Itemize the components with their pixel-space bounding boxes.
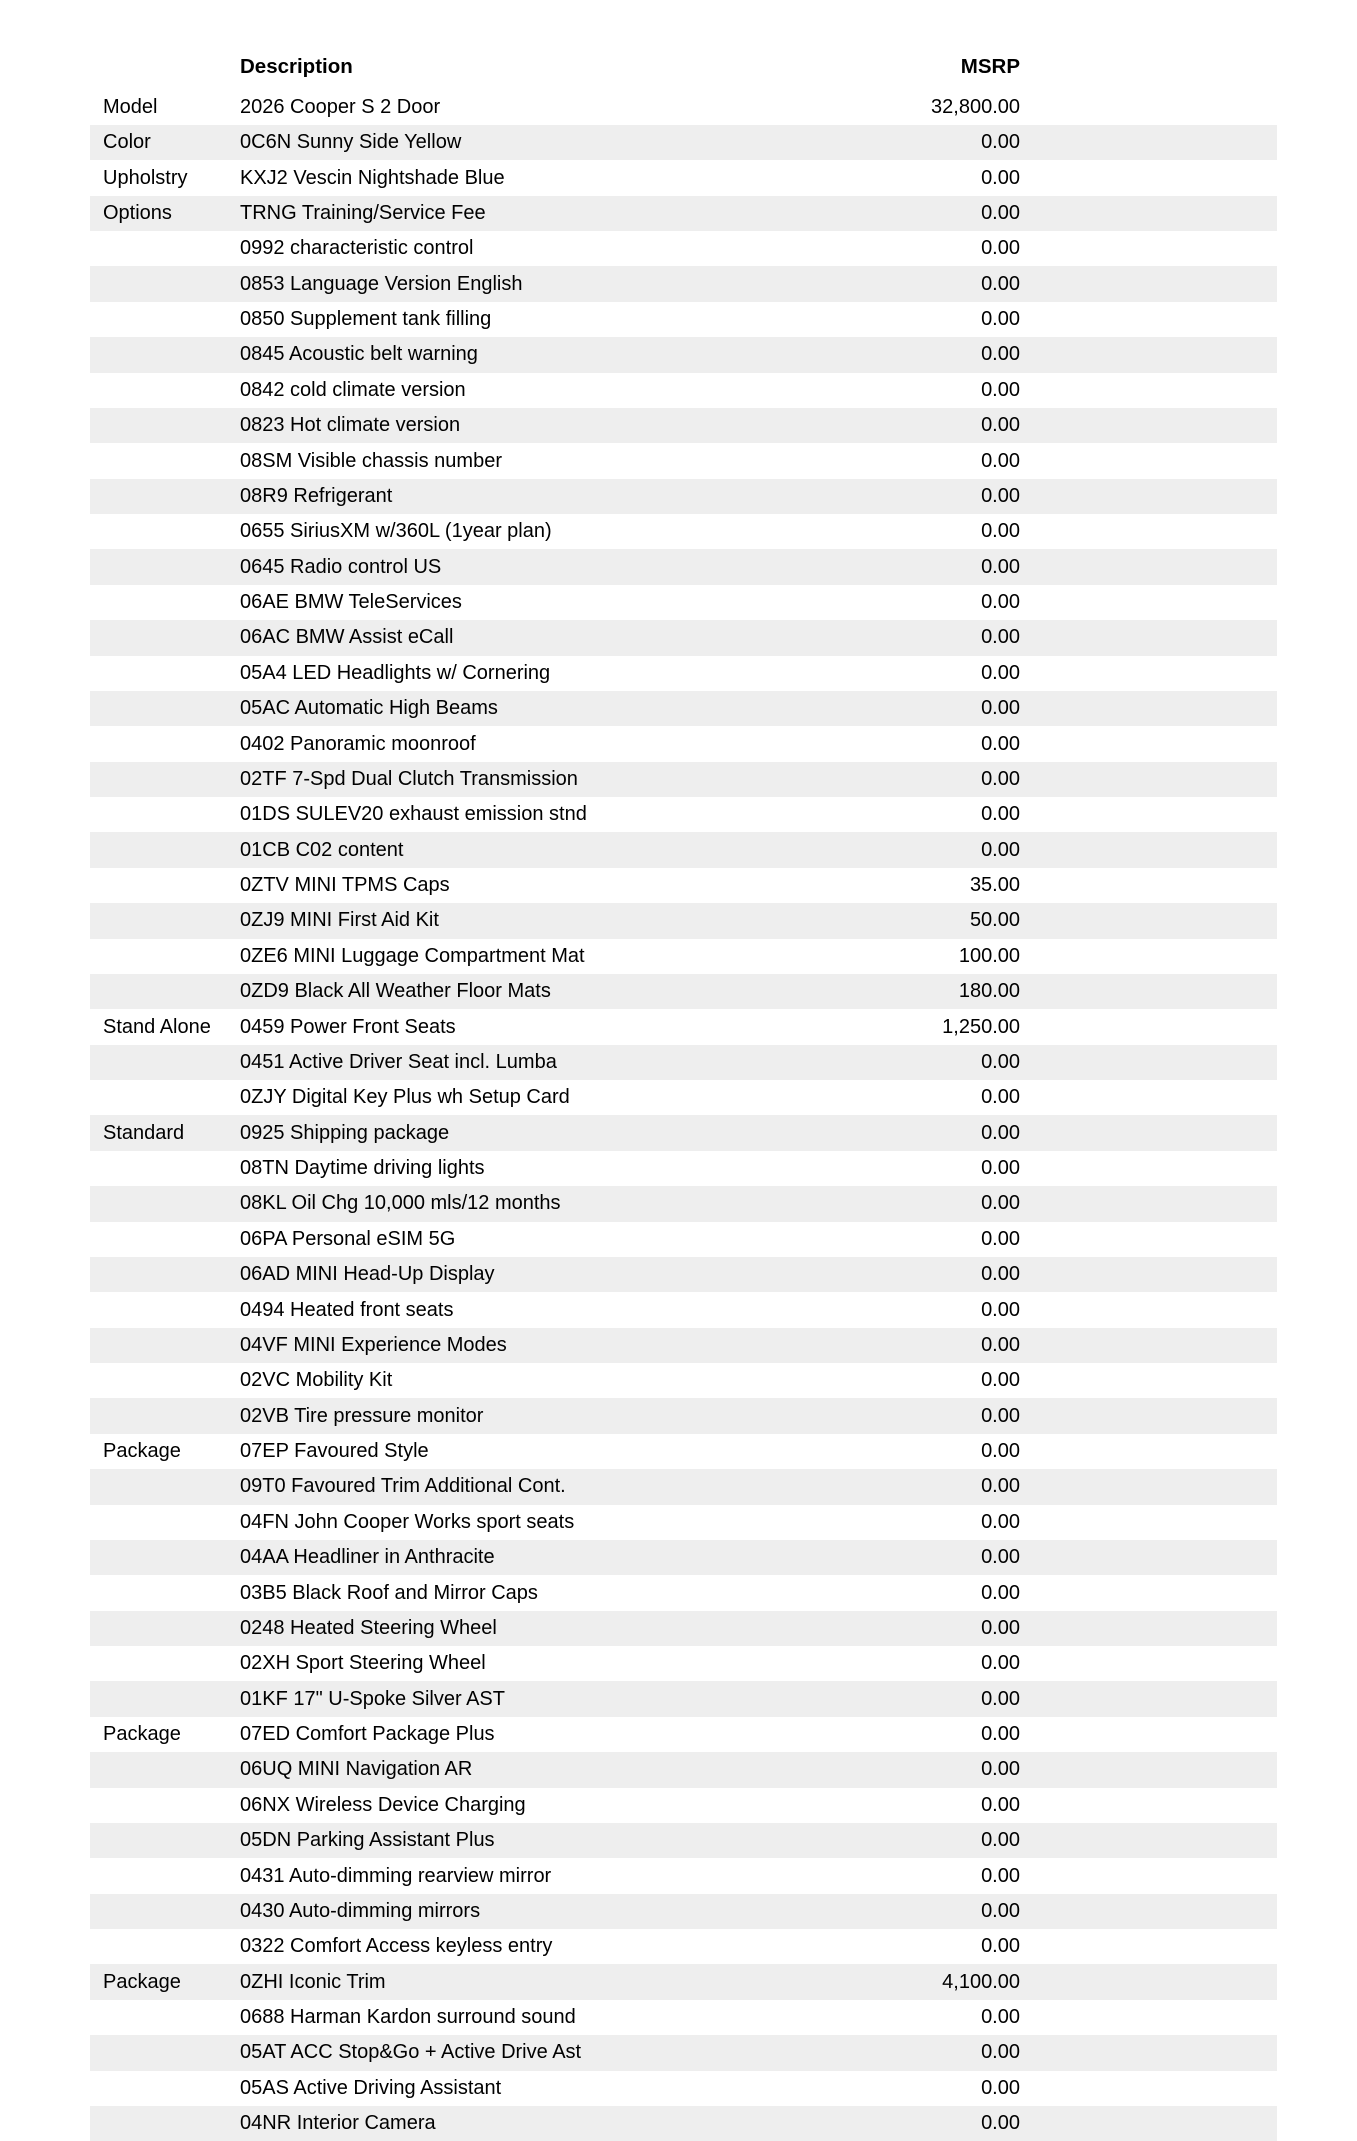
cell-group [90, 1363, 226, 1398]
cell-description: 05AS Active Driving Assistant [226, 2071, 894, 2106]
cell-msrp: 0.00 [894, 1929, 1024, 1964]
cell-msrp: 0.00 [894, 2071, 1024, 2106]
cell-msrp: 0.00 [894, 1186, 1024, 1221]
cell-spacer [1024, 1328, 1277, 1363]
cell-spacer [1024, 1823, 1277, 1858]
table-row [90, 1328, 1277, 1363]
cell-description: 0459 Power Front Seats [226, 1009, 894, 1044]
cell-spacer [1024, 2035, 1277, 2070]
cell-group [90, 443, 226, 478]
cell-spacer [1024, 1894, 1277, 1929]
table-row [90, 2106, 1277, 2141]
cell-group: Model [90, 90, 226, 125]
column-header-description: Description [240, 55, 353, 78]
cell-description: 08KL Oil Chg 10,000 mls/12 months [226, 1186, 894, 1221]
cell-msrp: 0.00 [894, 1328, 1024, 1363]
cell-spacer [1024, 1540, 1277, 1575]
cell-msrp: 0.00 [894, 726, 1024, 761]
table-row [90, 868, 1277, 903]
cell-msrp: 0.00 [894, 1611, 1024, 1646]
cell-spacer [1024, 373, 1277, 408]
cell-spacer [1024, 125, 1277, 160]
cell-description: 0ZJY Digital Key Plus wh Setup Card [226, 1080, 894, 1115]
cell-msrp: 0.00 [894, 2035, 1024, 2070]
cell-description: 06PA Personal eSIM 5G [226, 1222, 894, 1257]
cell-description: 02XH Sport Steering Wheel [226, 1646, 894, 1681]
cell-group [90, 1257, 226, 1292]
cell-group [90, 1292, 226, 1327]
cell-msrp: 0.00 [894, 1575, 1024, 1610]
table-row [90, 1505, 1277, 1540]
cell-description: 0248 Heated Steering Wheel [226, 1611, 894, 1646]
cell-msrp: 0.00 [894, 1080, 1024, 1115]
table-row [90, 231, 1277, 266]
cell-spacer [1024, 832, 1277, 867]
cell-group [90, 1858, 226, 1893]
cell-description: 06AE BMW TeleServices [226, 585, 894, 620]
cell-msrp: 0.00 [894, 125, 1024, 160]
cell-description: 0431 Auto-dimming rearview mirror [226, 1858, 894, 1893]
cell-spacer [1024, 1964, 1277, 1999]
cell-group [90, 337, 226, 372]
cell-spacer [1024, 1080, 1277, 1115]
cell-msrp: 0.00 [894, 231, 1024, 266]
cell-msrp: 0.00 [894, 479, 1024, 514]
cell-msrp: 0.00 [894, 408, 1024, 443]
table-row [90, 1964, 1277, 1999]
cell-group [90, 1823, 226, 1858]
cell-msrp: 0.00 [894, 2106, 1024, 2141]
table-row [90, 1222, 1277, 1257]
cell-description: 04NR Interior Camera [226, 2106, 894, 2141]
table-row [90, 1540, 1277, 1575]
table-row [90, 479, 1277, 514]
cell-spacer [1024, 868, 1277, 903]
cell-description: 0688 Harman Kardon surround sound [226, 2000, 894, 2035]
cell-spacer [1024, 974, 1277, 1009]
cell-group [90, 1080, 226, 1115]
column-header-msrp: MSRP [960, 55, 1020, 78]
table-row [90, 514, 1277, 549]
cell-group [90, 1575, 226, 1610]
cell-spacer [1024, 1646, 1277, 1681]
cell-description: 04FN John Cooper Works sport seats [226, 1505, 894, 1540]
cell-description: 0402 Panoramic moonroof [226, 726, 894, 761]
cell-description: 0992 characteristic control [226, 231, 894, 266]
cell-description: 0ZD9 Black All Weather Floor Mats [226, 974, 894, 1009]
cell-spacer [1024, 2106, 1277, 2141]
cell-msrp: 0.00 [894, 1398, 1024, 1433]
cell-description: 0430 Auto-dimming mirrors [226, 1894, 894, 1929]
cell-msrp: 0.00 [894, 832, 1024, 867]
cell-description: 02TF 7-Spd Dual Clutch Transmission [226, 762, 894, 797]
table-row [90, 1363, 1277, 1398]
cell-msrp: 0.00 [894, 1292, 1024, 1327]
cell-group [90, 1540, 226, 1575]
cell-spacer [1024, 1045, 1277, 1080]
cell-group [90, 1469, 226, 1504]
cell-spacer [1024, 1717, 1277, 1752]
cell-msrp: 0.00 [894, 302, 1024, 337]
cell-description: KXJ2 Vescin Nightshade Blue [226, 160, 894, 195]
cell-group [90, 1611, 226, 1646]
cell-msrp: 35.00 [894, 868, 1024, 903]
cell-spacer [1024, 443, 1277, 478]
table-row [90, 691, 1277, 726]
cell-spacer [1024, 2071, 1277, 2106]
cell-group [90, 868, 226, 903]
cell-spacer [1024, 514, 1277, 549]
cell-spacer [1024, 196, 1277, 231]
cell-description: 06AC BMW Assist eCall [226, 620, 894, 655]
cell-description: 0850 Supplement tank filling [226, 302, 894, 337]
table-row [90, 266, 1277, 301]
cell-spacer [1024, 266, 1277, 301]
cell-spacer [1024, 1363, 1277, 1398]
table-row [90, 2000, 1277, 2035]
cell-msrp: 0.00 [894, 1045, 1024, 1080]
cell-group [90, 373, 226, 408]
cell-group [90, 1398, 226, 1433]
cell-description: 0C6N Sunny Side Yellow [226, 125, 894, 160]
cell-spacer [1024, 2000, 1277, 2035]
cell-description: 08TN Daytime driving lights [226, 1151, 894, 1186]
column-header-group [90, 55, 226, 90]
cell-group [90, 762, 226, 797]
cell-spacer [1024, 1398, 1277, 1433]
cell-spacer [1024, 1257, 1277, 1292]
table-row [90, 1151, 1277, 1186]
cell-msrp: 0.00 [894, 514, 1024, 549]
cell-description: 0ZJ9 MINI First Aid Kit [226, 903, 894, 938]
cell-msrp: 0.00 [894, 1717, 1024, 1752]
table-row [90, 1398, 1277, 1433]
cell-description: 2026 Cooper S 2 Door [226, 90, 894, 125]
cell-spacer [1024, 1681, 1277, 1716]
cell-msrp: 0.00 [894, 1363, 1024, 1398]
table-row [90, 620, 1277, 655]
cell-group [90, 479, 226, 514]
cell-group [90, 1505, 226, 1540]
cell-description: 0925 Shipping package [226, 1115, 894, 1150]
cell-description: 05DN Parking Assistant Plus [226, 1823, 894, 1858]
cell-spacer [1024, 1858, 1277, 1893]
cell-msrp: 0.00 [894, 1222, 1024, 1257]
cell-spacer [1024, 1222, 1277, 1257]
cell-spacer [1024, 1434, 1277, 1469]
cell-description: 05AC Automatic High Beams [226, 691, 894, 726]
cell-group: Package [90, 1717, 226, 1752]
cell-spacer [1024, 1752, 1277, 1787]
cell-description: 0451 Active Driver Seat incl. Lumba [226, 1045, 894, 1080]
table-row [90, 1469, 1277, 1504]
cell-msrp: 0.00 [894, 1151, 1024, 1186]
cell-group [90, 1788, 226, 1823]
cell-group [90, 797, 226, 832]
cell-group [90, 1752, 226, 1787]
cell-msrp: 180.00 [894, 974, 1024, 1009]
cell-msrp: 0.00 [894, 1823, 1024, 1858]
cell-group [90, 585, 226, 620]
cell-spacer [1024, 656, 1277, 691]
table-row [90, 2071, 1277, 2106]
cell-description: 0655 SiriusXM w/360L (1year plan) [226, 514, 894, 549]
cell-description: 03B5 Black Roof and Mirror Caps [226, 1575, 894, 1610]
cell-spacer [1024, 1788, 1277, 1823]
cell-description: 04AA Headliner in Anthracite [226, 1540, 894, 1575]
table-row [90, 832, 1277, 867]
cell-description: 0845 Acoustic belt warning [226, 337, 894, 372]
cell-msrp: 0.00 [894, 797, 1024, 832]
cell-spacer [1024, 90, 1277, 125]
cell-group [90, 1045, 226, 1080]
table-row [90, 1115, 1277, 1150]
table-row [90, 1788, 1277, 1823]
cell-msrp: 0.00 [894, 1505, 1024, 1540]
cell-spacer [1024, 762, 1277, 797]
cell-group: Upholstry [90, 160, 226, 195]
cell-spacer [1024, 1929, 1277, 1964]
cell-description: 05AT ACC Stop&Go + Active Drive Ast [226, 2035, 894, 2070]
cell-group [90, 832, 226, 867]
table-row [90, 1752, 1277, 1787]
table-row [90, 549, 1277, 584]
cell-msrp: 0.00 [894, 2000, 1024, 2035]
cell-group [90, 1328, 226, 1363]
cell-group [90, 656, 226, 691]
cell-group [90, 1681, 226, 1716]
table-row [90, 1611, 1277, 1646]
cell-spacer [1024, 620, 1277, 655]
cell-description: 08SM Visible chassis number [226, 443, 894, 478]
cell-msrp: 0.00 [894, 1788, 1024, 1823]
cell-description: 06AD MINI Head-Up Display [226, 1257, 894, 1292]
cell-spacer [1024, 903, 1277, 938]
cell-spacer [1024, 302, 1277, 337]
cell-description: 09T0 Favoured Trim Additional Cont. [226, 1469, 894, 1504]
cell-description: TRNG Training/Service Fee [226, 196, 894, 231]
cell-spacer [1024, 337, 1277, 372]
cell-msrp: 0.00 [894, 1257, 1024, 1292]
table-row [90, 1823, 1277, 1858]
table-row [90, 160, 1277, 195]
cell-msrp: 0.00 [894, 196, 1024, 231]
cell-description: 0645 Radio control US [226, 549, 894, 584]
table-row [90, 656, 1277, 691]
cell-spacer [1024, 1009, 1277, 1044]
cell-group [90, 1222, 226, 1257]
cell-msrp: 0.00 [894, 1646, 1024, 1681]
cell-group [90, 514, 226, 549]
cell-group: Package [90, 1964, 226, 1999]
cell-spacer [1024, 549, 1277, 584]
table-row [90, 302, 1277, 337]
table-row [90, 408, 1277, 443]
vehicle-spec-table [90, 55, 1277, 2141]
cell-group [90, 2035, 226, 2070]
cell-msrp: 0.00 [894, 1681, 1024, 1716]
cell-msrp: 0.00 [894, 373, 1024, 408]
cell-msrp: 4,100.00 [894, 1964, 1024, 1999]
cell-description: 01CB C02 content [226, 832, 894, 867]
table-row [90, 443, 1277, 478]
table-row [90, 1080, 1277, 1115]
cell-group [90, 549, 226, 584]
cell-spacer [1024, 160, 1277, 195]
cell-description: 0ZHI Iconic Trim [226, 1964, 894, 1999]
cell-group [90, 2071, 226, 2106]
table-row [90, 1292, 1277, 1327]
cell-description: 0842 cold climate version [226, 373, 894, 408]
cell-group [90, 1929, 226, 1964]
cell-msrp: 1,250.00 [894, 1009, 1024, 1044]
cell-msrp: 0.00 [894, 1434, 1024, 1469]
cell-group [90, 726, 226, 761]
cell-msrp: 0.00 [894, 266, 1024, 301]
cell-spacer [1024, 1505, 1277, 1540]
cell-description: 01DS SULEV20 exhaust emission stnd [226, 797, 894, 832]
cell-group [90, 2106, 226, 2141]
cell-spacer [1024, 1575, 1277, 1610]
table-row [90, 2035, 1277, 2070]
table-row [90, 337, 1277, 372]
cell-description: 01KF 17" U-Spoke Silver AST [226, 1681, 894, 1716]
cell-description: 0ZTV MINI TPMS Caps [226, 868, 894, 903]
cell-spacer [1024, 1115, 1277, 1150]
table-row [90, 1646, 1277, 1681]
table-row [90, 90, 1277, 125]
cell-spacer [1024, 231, 1277, 266]
cell-description: 02VB Tire pressure monitor [226, 1398, 894, 1433]
cell-msrp: 0.00 [894, 762, 1024, 797]
cell-group [90, 1151, 226, 1186]
table-row [90, 196, 1277, 231]
table-row [90, 903, 1277, 938]
cell-msrp: 0.00 [894, 1469, 1024, 1504]
table-row [90, 373, 1277, 408]
cell-description: 0823 Hot climate version [226, 408, 894, 443]
table-row [90, 125, 1277, 160]
cell-msrp: 0.00 [894, 1858, 1024, 1893]
table-row [90, 1186, 1277, 1221]
cell-group: Color [90, 125, 226, 160]
cell-spacer [1024, 1469, 1277, 1504]
cell-msrp: 0.00 [894, 1894, 1024, 1929]
cell-description: 04VF MINI Experience Modes [226, 1328, 894, 1363]
cell-group: Options [90, 196, 226, 231]
cell-group [90, 2000, 226, 2035]
table-row [90, 939, 1277, 974]
table-row [90, 726, 1277, 761]
cell-msrp: 0.00 [894, 1752, 1024, 1787]
cell-description: 0ZE6 MINI Luggage Compartment Mat [226, 939, 894, 974]
cell-msrp: 0.00 [894, 620, 1024, 655]
cell-msrp: 0.00 [894, 656, 1024, 691]
cell-msrp: 0.00 [894, 1115, 1024, 1150]
table-row [90, 1257, 1277, 1292]
cell-msrp: 0.00 [894, 549, 1024, 584]
cell-spacer [1024, 797, 1277, 832]
cell-spacer [1024, 1292, 1277, 1327]
cell-msrp: 50.00 [894, 903, 1024, 938]
cell-description: 0322 Comfort Access keyless entry [226, 1929, 894, 1964]
cell-group [90, 408, 226, 443]
table-row [90, 1894, 1277, 1929]
cell-msrp: 0.00 [894, 1540, 1024, 1575]
cell-msrp: 0.00 [894, 691, 1024, 726]
table-row [90, 797, 1277, 832]
cell-group: Stand Alone [90, 1009, 226, 1044]
table-row [90, 1717, 1277, 1752]
cell-group [90, 939, 226, 974]
cell-group [90, 302, 226, 337]
table-row [90, 1009, 1277, 1044]
cell-msrp: 32,800.00 [894, 90, 1024, 125]
cell-description: 07ED Comfort Package Plus [226, 1717, 894, 1752]
cell-spacer [1024, 1611, 1277, 1646]
cell-description: 08R9 Refrigerant [226, 479, 894, 514]
column-header-spacer [1024, 55, 1277, 90]
table-body [90, 90, 1277, 2141]
cell-description: 02VC Mobility Kit [226, 1363, 894, 1398]
table-row [90, 1575, 1277, 1610]
cell-group [90, 266, 226, 301]
cell-spacer [1024, 479, 1277, 514]
cell-group: Standard [90, 1115, 226, 1150]
cell-spacer [1024, 585, 1277, 620]
cell-group [90, 691, 226, 726]
header-row [90, 55, 1277, 90]
cell-description: 07EP Favoured Style [226, 1434, 894, 1469]
cell-msrp: 0.00 [894, 337, 1024, 372]
table-header [90, 55, 1277, 90]
table-row [90, 974, 1277, 1009]
table-row [90, 762, 1277, 797]
cell-msrp: 0.00 [894, 443, 1024, 478]
cell-group [90, 903, 226, 938]
cell-group [90, 974, 226, 1009]
cell-spacer [1024, 1186, 1277, 1221]
table-row [90, 1929, 1277, 1964]
cell-description: 05A4 LED Headlights w/ Cornering [226, 656, 894, 691]
cell-spacer [1024, 939, 1277, 974]
cell-msrp: 100.00 [894, 939, 1024, 974]
cell-msrp: 0.00 [894, 585, 1024, 620]
table-row [90, 1434, 1277, 1469]
cell-description: 06UQ MINI Navigation AR [226, 1752, 894, 1787]
cell-spacer [1024, 408, 1277, 443]
cell-group [90, 620, 226, 655]
cell-group [90, 231, 226, 266]
cell-description: 06NX Wireless Device Charging [226, 1788, 894, 1823]
cell-description: 0853 Language Version English [226, 266, 894, 301]
cell-group [90, 1894, 226, 1929]
table-row [90, 585, 1277, 620]
table-row [90, 1858, 1277, 1893]
table-row [90, 1681, 1277, 1716]
cell-spacer [1024, 691, 1277, 726]
cell-description: 0494 Heated front seats [226, 1292, 894, 1327]
cell-group [90, 1186, 226, 1221]
cell-spacer [1024, 726, 1277, 761]
cell-spacer [1024, 1151, 1277, 1186]
cell-group [90, 1646, 226, 1681]
table-row [90, 1045, 1277, 1080]
cell-msrp: 0.00 [894, 160, 1024, 195]
cell-group: Package [90, 1434, 226, 1469]
